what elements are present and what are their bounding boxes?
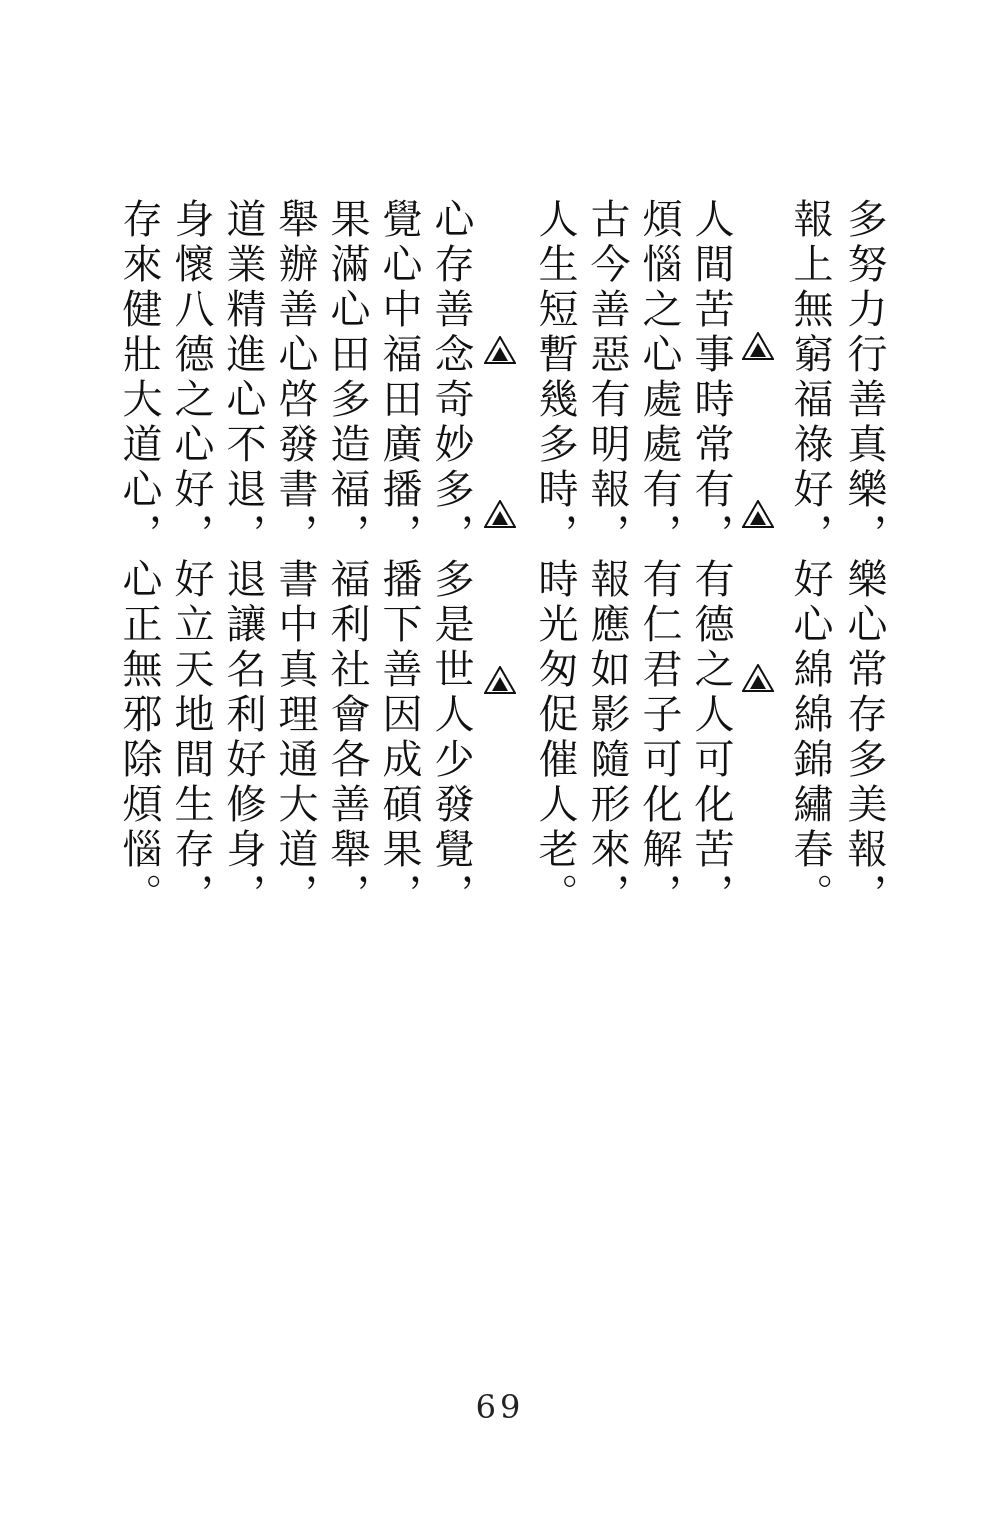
triangle-trigram-icon	[484, 336, 516, 364]
stanza-3-line-5: 道業精進心不退，退讓名利好修身，	[220, 198, 266, 918]
page-number: 69	[475, 1388, 525, 1426]
triangle-trigram-icon	[742, 500, 774, 528]
stanza-1-line-1: 多努力行善真樂，樂心常存多美報，	[841, 198, 887, 918]
stanza-2-line-3: 古今善惡有明報，報應如影隨形來，	[584, 198, 630, 918]
triangle-trigram-icon	[742, 664, 774, 692]
stanza-3-line-3: 果滿心田多造福，福利社會各善舉，	[324, 198, 370, 918]
stanza-3-line-2: 覺心中福田廣播，播下善因成碩果，	[376, 198, 422, 918]
stanza-2-line-4: 人生短暫幾多時，時光匆促催人老。	[532, 198, 578, 918]
stanza-3-line-6: 身懷八德之心好，好立天地間生存，	[168, 198, 214, 918]
triangle-trigram-icon	[484, 500, 516, 528]
stanza-2-line-1: 人間苦事時常有，有德之人可化苦，	[688, 198, 734, 918]
stanza-3-line-7: 存來健壯大道心，心正無邪除煩惱。	[116, 198, 162, 918]
triangle-trigram-icon	[742, 332, 774, 360]
stanza-3-line-1: 心存善念奇妙多，多是世人少發覺，	[428, 198, 474, 918]
triangle-trigram-icon	[484, 666, 516, 694]
stanza-3-line-4: 舉辦善心啓發書，書中真理通大道，	[272, 198, 318, 918]
stanza-1-line-2: 報上無窮福祿好，好心綿綿錦繡春。	[787, 198, 833, 918]
stanza-2-line-2: 煩惱之心處處有，有仁君子可化解，	[636, 198, 682, 918]
